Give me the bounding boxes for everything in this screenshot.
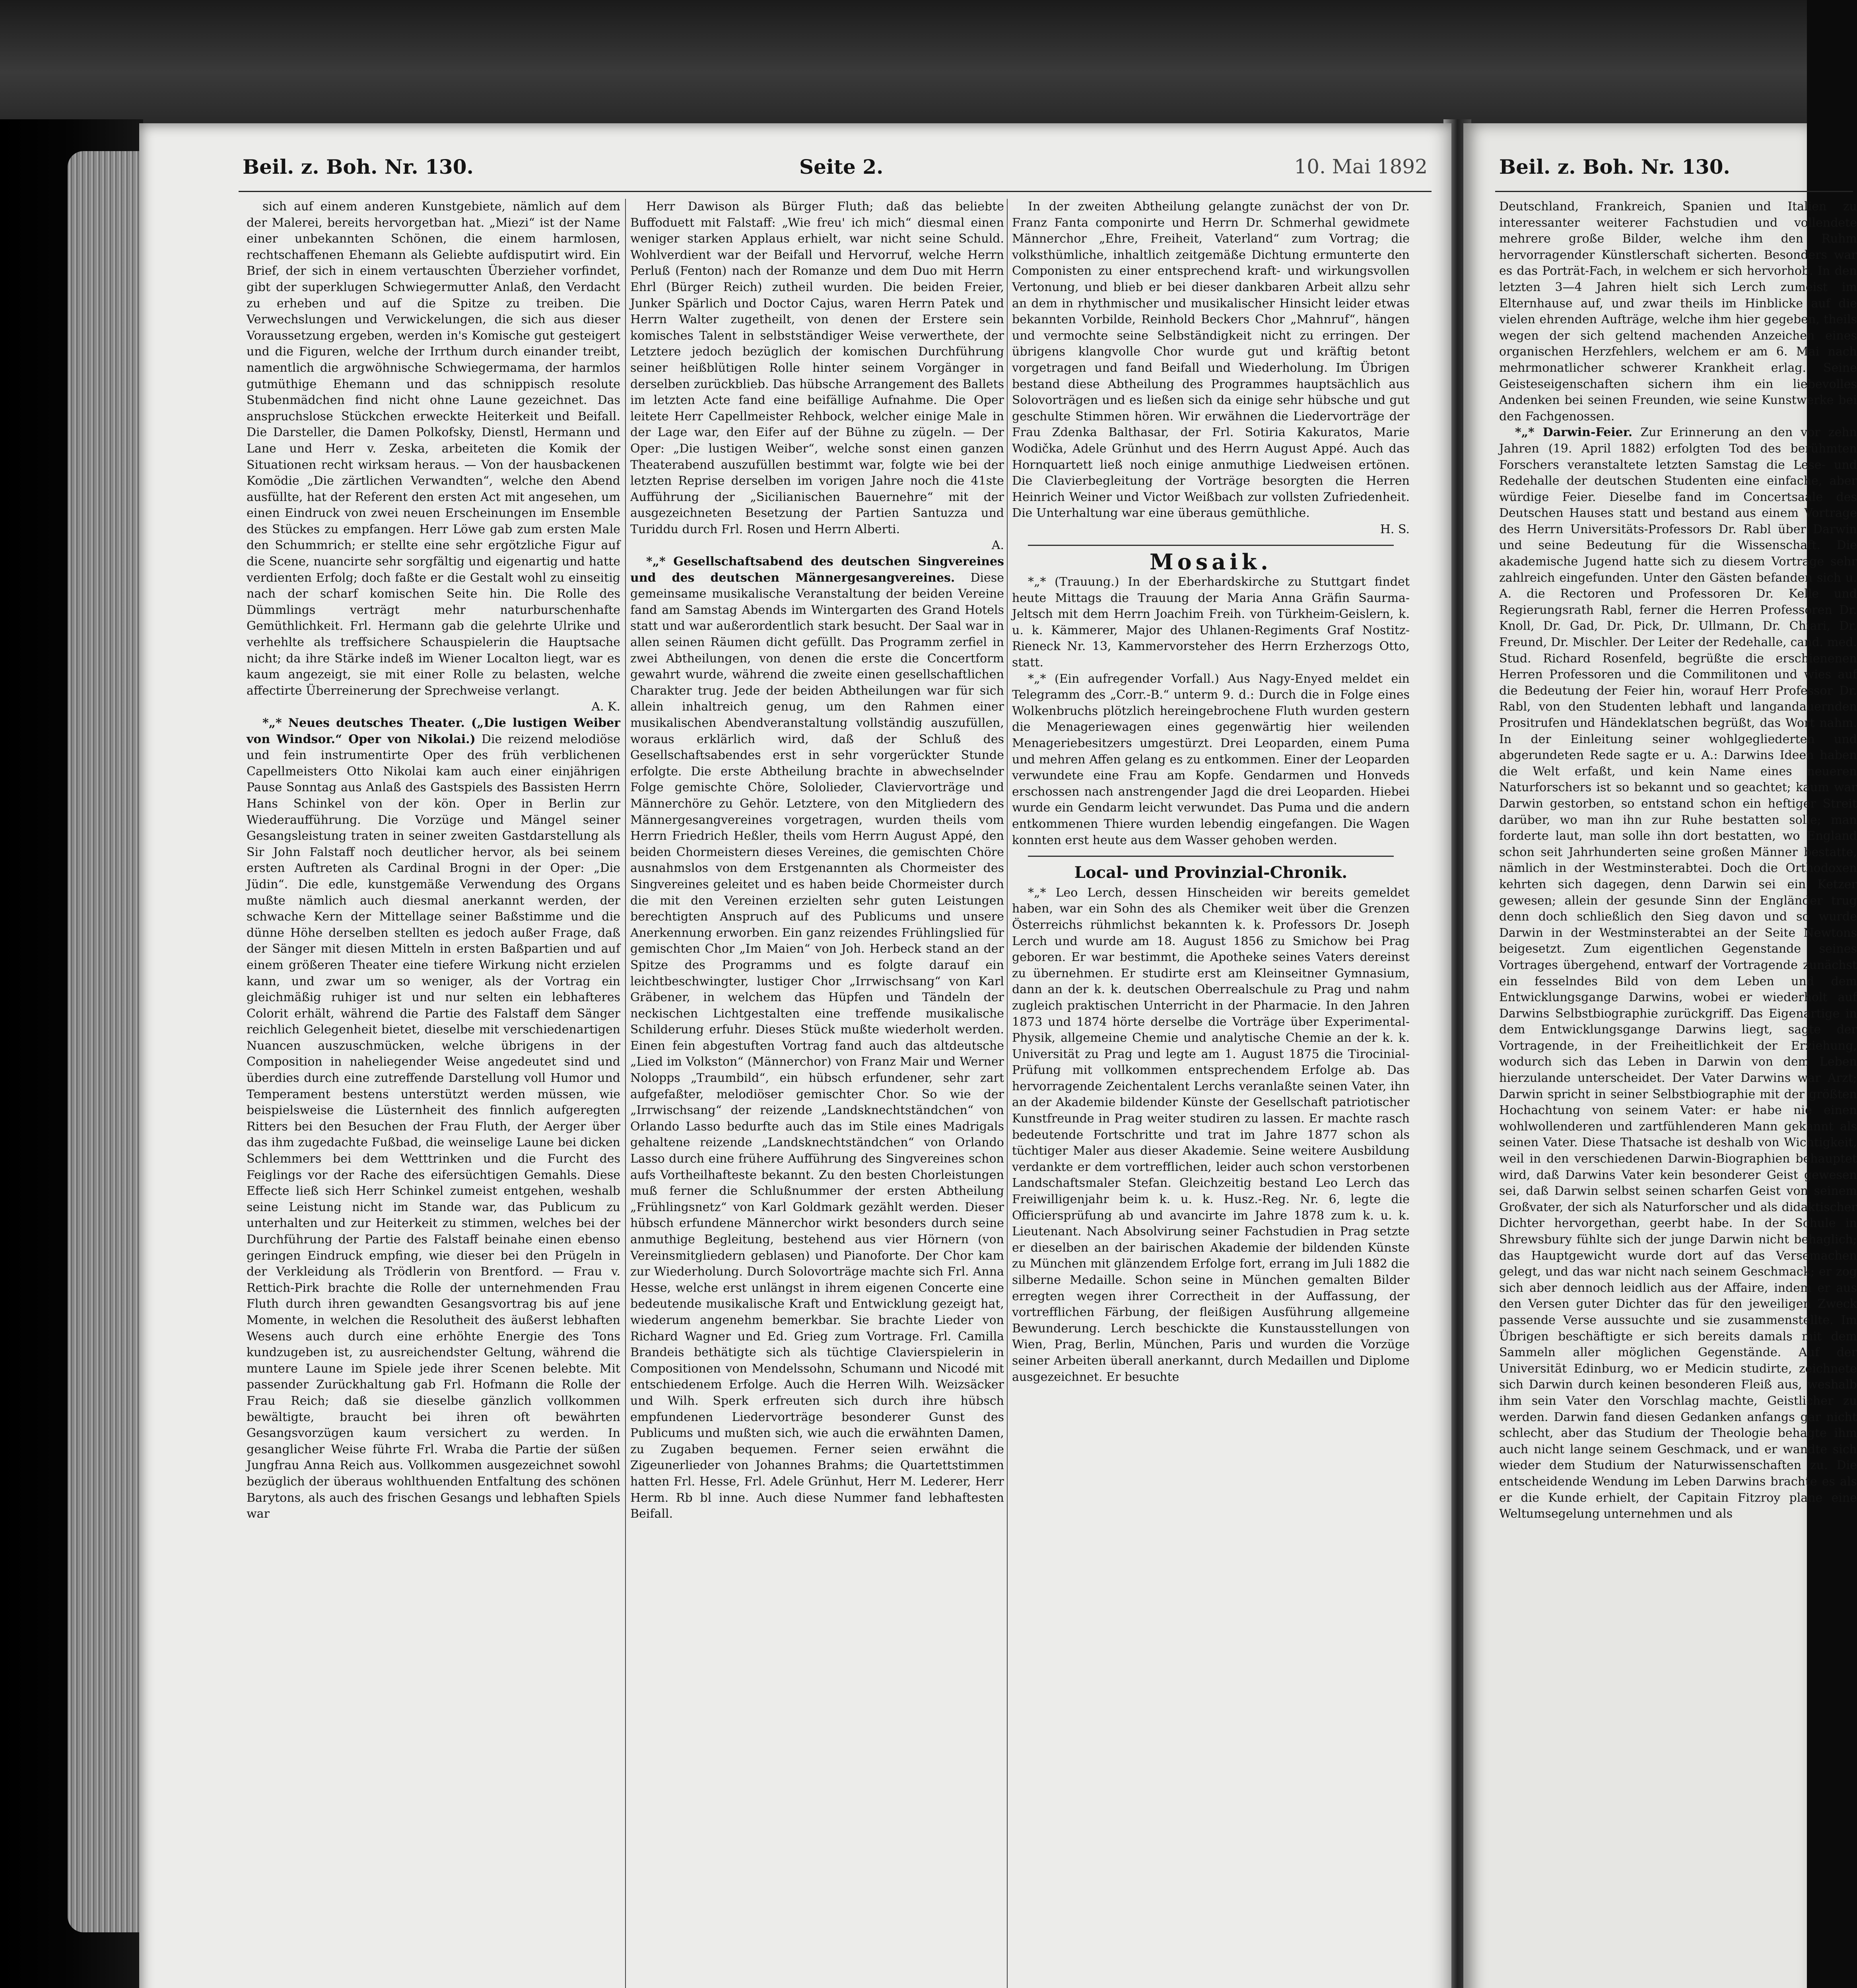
article-text: *„* Leo Lerch, dessen Hinscheiden wir bereits gemeldet haben, war ein Sohn des als Chemiker weit über die Grenzen Österreichs rühmlichst bekannten k. k. Professors Dr. Joseph Lerch und wurde am 18. August 1856 zu Smichow bei Prag geboren. Er war bestimmt, die Apotheke seines Vaters dereinst zu übernehmen. Er studirte erst am Kleinseitner Gymnasium, dann an der k. k. deutschen Oberrealschule zu Prag und nahm zugleich praktischen Unterricht in der Pharmacie. In den Jahren 1873 und 1874 hörte derselbe die Vorträge über Experimental-Physik, allgemeine Chemie und analytische Chemie an der k. k. Universität zu Prag und legte am 1. August 1875 die Tirocinial-Prüfung mit vollkommen entsprechendem Erfolge ab. Das hervorragende Zeichentalent Lerchs veranlaßte seinen Vater, ihn an der Akademie bildender Künste der Gesellschaft patriotischer Kunstfreunde in Prag weiter studiren zu lassen. Er machte rasch bedeutende Fortschritte und trat im Jahre 1877 schon als tüchtiger Maler aus dieser Akademie. Seine weitere Ausbildung verdankte er dem vortrefflichen, leider auch schon verstorbenen Landschaftsmaler Stefan. Gleichzeitig bestand Leo Lerch das Freiwilligenjahr beim k. u. k. Husz.-Reg. Nr. 6, legte die Officiersprüfung ab und avancirte im Jahre 1878 zum k. u. k. Lieutenant. Nach Absolvirung seiner Fachstudien in Prag setzte er dieselben an der bairischen Akademie der bildenden Künste zu München mit glänzendem Erfolge fort, errang im Juli 1882 die silberne Medaille. Schon seine in München gemalten Bilder erregten wegen ihrer Correctheit in der Auffassung, der vortrefflichen Färbung, der fleißigen Ausführung allgemeine Bewunderung. Lerch beschickte die Kunstausstellungen von Wien, Prag, Berlin, München, Paris und wurden die Vorzüge seiner Arbeiten überall anerkannt, durch Medaillen und Diplome ausgezeichnet. Er besuchte bbox=[1012, 885, 1410, 1384]
section-rule bbox=[1028, 545, 1394, 546]
column-divider bbox=[625, 199, 626, 1988]
page-edges bbox=[68, 151, 147, 1932]
section-title-mosaik: Mosaik. bbox=[1150, 549, 1272, 575]
header-date: 10. Mai 1892 bbox=[1294, 155, 1428, 178]
header-page-number: Seite 2. bbox=[799, 155, 884, 179]
next-page-header: Beil. z. Boh. Nr. 130. bbox=[1499, 155, 1730, 179]
header-rule bbox=[1495, 191, 1853, 192]
article-text: *„* (Ein aufregender Vorfall.) Aus Nagy-Enyed meldet ein Telegramm des „Corr.-B.“ unterm 9. d.: Durch die in Folge eines Wolkenbruchs plötzlich hereingebrochene Fluth wurden gestern die Menageriewagen eines gegenwärtig hier weilenden Menageriebesitzers umgestürzt. Drei Leoparden, einem Puma und mehren Affen gelang es zu entkommen. Einer der Leoparden verwundete eine Frau am Kopfe. Gendarmen und Honveds erschossen nach anstrengender Jagd die drei Leoparden. Hiebei wurde ein Gendarm leicht verwundet. Das Puma und die andern entkommenen Thiere wurden lebendig eingefangen. Die Wagen konnten erst heute aus dem Wasser gehoben werden. bbox=[1012, 672, 1410, 847]
article-text: sich auf einem anderen Kunstgebiete, nämlich auf dem der Malerei, bereits hervorgetban hat. „Miezi“ ist der Name einer unbekannten Schönen, die einem harmlosen, rechtschaffenen Ehemann als Geliebte aufdisputirt wird. Ein Brief, der sich in einem vertauschten Überzieher vorfindet, gibt der superklugen Schwiegermutter Anlaß, den Verdacht zu erheben und auf die Spitze zu treiben. Die Verwechslungen und Verwickelungen, die sich aus dieser Voraussetzung ergeben, werden in's Komische gut gesteigert und die Figuren, welche der Irrthum durch einander treibt, namentlich die argwöhnische Schwiegermama, der harmlos gutmüthige Ehemann und das schnippisch resolute Stubenmädchen find nicht ohne Laune gezeichnet. Das anspruchslose Stückchen erweckte Heiterkeit und Beifall. Die Darsteller, die Damen Polkofsky, Dienstl, Hermann und Lane und Herr v. Zeska, arbeiteten die Komik der Situationen recht wirksam heraus. — Von der hausbackenen Komödie „Die zärtlichen Verwandten“, welche den Abend ausfüllte, hat der Referent den ersten Act mit angesehen, um einen Eindruck von zwei neuen Erscheinungen im Ensemble des Stückes zu empfangen. Herr Löwe gab zum ersten Male den Schummrich; er stellte eine sehr ergötzliche Figur auf die Scene, nuancirte sehr sorgfältig und eigenartig und hatte verdienten Erfolg; doch faßte er die Gestalt wohl zu einseitig nach der scharf komischen Seite hin. Die Rolle des Dümmlings verträgt mehr naturburschenhafte Gemüthlichkeit. Frl. Hermann gab die gelehrte Ulrike und verhehlte als treffsichere Schauspielerin die Hauptsache nicht; da ihre Stärke indeß im Wiener Localton liegt, war es kaum angezeigt, sie mit einer Rolle zu belasten, welche affectirte Überreinerung der Sprechweise verlangt. bbox=[247, 200, 620, 698]
header-issue: Beil. z. Boh. Nr. 130. bbox=[243, 155, 474, 179]
article-text: Herr Dawison als Bürger Fluth; daß das beliebte Buffoduett mit Falstaff: „Wie freu' ich mich“ diesmal einen weniger starken Applaus erhielt, war nicht seine Schuld. Wohlverdient war der Beifall und Hervorruf, welche Herrn Perluß (Fenton) nach der Romanze und dem Duo mit Herrn Ehrl (Bürger Reich) zutheil wurden. Die beiden Freier, Junker Spärlich und Doctor Cajus, waren Herrn Patek und Herrn Walter zugetheilt, von denen der Erstere sein komisches Talent in selbstständiger Weise verwerthete, der Letztere jedoch bezüglich der komischen Durchführung seiner heißblütigen Rolle hinter seinem Vorgänger in derselben zurückblieb. Das hübsche Arrangement des Ballets im letzten Acte fand eine beifällige Aufnahme. Die Oper leitete Herr Capellmeister Rehbock, welcher einige Male in der Lage war, den Eifer auf der Bühne zu zügeln. — Der Oper: „Die lustigen Weiber“, welche sonst einen ganzen Theaterabend auszufüllen bestimmt war, folgte wie bei der letzten Reprise derselben im vorigen Jahre noch die 41ste Aufführung der „Sicilianischen Bauernehre“ mit der ausgezeichneten Besetzung der Partien Santuzza und Turiddu durch Frl. Rosen und Herrn Alberti. bbox=[630, 200, 1004, 536]
header-rule bbox=[239, 191, 1432, 192]
article-heading: *„* Darwin-Feier. bbox=[1515, 425, 1633, 440]
next-page-fragment bbox=[1463, 123, 1857, 1988]
article-body: Die reizend melodiöse und fein instrumentirte Oper des früh verblichenen Capellmeisters Otto Nikolai kam auch einer einjährigen Pause Sonntag aus Anlaß des Gastspiels des Bassisten Herrn Hans Schinkel von der kön. Oper in Berlin zur Wiederaufführung. Die Vorzüge und Mängel seiner Gesangsleistung traten in seiner zweiten Gastdarstellung als Sir John Falstaff noch deutlicher hervor, als bei seinem ersten Auftreten als Cardinal Brogni in der Oper: „Die Jüdin“. Die edle, kunstgemäße Verwendung des Organs mußte nämlich auch diesmal anerkannt werden, der schwache Kern der Mittellage seiner Baßstimme und die dünne Höhe derselben stellten es jedoch außer Frage, daß der Sänger mit diesen Mitteln in ersten Baßpartien und auf einem größeren Theater eine tiefere Wirkung nicht erzielen kann, und zwar um so weniger, als der Vortrag ein gleichmäßig ruhiger ist und nur selten ein lebhafteres Colorit erhält, während die Partie des Falstaff dem Sänger reichlich Gelegenheit bietet, dieselbe mit verschiedenartigen Nuancen auszuschmücken, welche übrigens in der Composition in naheliegender Weise angedeutet sind und überdies durch eine zutreffende Darstellung voll Humor und Temperament bestens unterstützt werden müssen, wie beispielsweise die Lüsternheit des finnlich aufgeregten Ritters bei den Besuchen der Frau Fluth, der Aerger über das ihm zugedachte Fußbad, die weinselige Laune bei dicken Schlemmers bei dem Wetttrinken und die Furcht des Feiglings vor der Rache des eifersüchtigen Gemahls. Diese Effecte ließ sich Herr Schinkel zumeist entgehen, weshalb seine Leistung nicht im Stande war, das Publicum zu unterhalten und zur Heiterkeit zu stimmen, welches bei der Durchführung der Partie des Falstaff beinahe einen ebenso geringen Eindruck empfing, wie dieser bei den Prügeln in der Verkleidung als Trödlerin von Brentford. — Frau v. Rettich-Pirk brachte die Rolle der unternehmenden Frau Fluth durch ihren gewandten Gesangsvortrag bis auf jene Momente, in welchen die Resolutheit des äußerst lebhaften Wesens auch durch eine erhöhte Energie des Tons kundzugeben ist, zu ausreichendster Geltung, während die muntere Laune im Spiele jede ihrer Scenen belebte. Mit passender Zurückhaltung gab Frl. Hofmann die Rolle der Frau Reich; daß sie dieselbe gänzlich vollkommen bewältigte, braucht bei ihren oft bewährten Gesangsvorzügen kaum versichert zu werden. In gesanglicher Weise führte Frl. Wraba die Partie der süßen Jungfrau Anna Reich aus. Vollkommen ausgezeichnet sowohl bezüglich der überaus wohlthuenden Entfaltung des schönen Barytons, als auch des frischen Gesangs und lebhaften Spiels war bbox=[247, 732, 620, 1521]
column-divider bbox=[1007, 199, 1008, 1988]
column-1 bbox=[247, 199, 620, 1988]
article-text: Deutschland, Frankreich, Spanien und Italien zu interessanter weiterer Fachstudien und vollendete mehrere große Bilder, welche ihm den Ruhm hervorragender Künstlerschaft sicherten. Besonders war es das Porträt-Fach, in welchem er sich hervorhob. In den letzten 3—4 Jahren hielt sich Lerch zumeist im Elternhause auf, und zwar theils im Hinblicke auf die vielen ehrenden Aufträge, welche ihm hier gegeben, theils wegen der sich geltend machenden Anzeichen eines organischen Herzfehlers, welchem er am 6. Mai nach mehrmonatlicher schwerer Krankheit erlag. Seine Geisteseigenschaften sichern ihm ein liebevolles Andenken bei seinen Freunden, wie seine Kunstwerke bei den Fachgenossen. bbox=[1499, 200, 1857, 423]
section-title-local: Local- und Provinzial-Chronik. bbox=[1074, 863, 1348, 882]
article-heading: *„* Neues deutsches Theater. („Die lustigen Weiber von Windsor.“ Oper von Nikolai.) bbox=[247, 716, 620, 746]
article-heading: *„* Gesellschaftsabend des deutschen Singvereines und des deutschen Männergesangvereines. bbox=[630, 555, 1004, 585]
section-rule bbox=[1028, 856, 1394, 857]
column-2 bbox=[630, 199, 1004, 1988]
article-text bbox=[247, 715, 620, 1522]
column-4 bbox=[1499, 199, 1857, 1988]
article-text bbox=[630, 554, 1004, 1522]
article-text: *„* (Trauung.) In der Eberhardskirche zu Stuttgart findet heute Mittags die Trauung der Maria Anna Gräfin Saurma-Jeltsch mit dem Herrn Joachim Freih. von Türkheim-Geislern, k. u. k. Kämmerer, Major des Uhlanen-Regiments Graf Nostitz-Rieneck Nr. 13, Kammervorsteher des Herrn Erzherzogs Otto, statt. bbox=[1012, 575, 1410, 670]
scan-background-top bbox=[0, 0, 1807, 131]
newspaper-page bbox=[139, 123, 1451, 1988]
signature: A. K. bbox=[591, 700, 620, 714]
column-3 bbox=[1012, 199, 1410, 1988]
signature: A. bbox=[991, 538, 1004, 553]
article-body: Diese gemeinsame musikalische Veranstaltung der beiden Vereine fand am Samstag Abends im Wintergarten des Grand Hotels statt und war außerordentlich stark besucht. Der Saal war in allen seinen Räumen dicht gefüllt. Das Programm zerfiel in zwei Abtheilungen, von denen die erste die Concertform gewahrt wurde, während die zweite einen gesellschaftlichen Charakter trug. Jede der beiden Abtheilungen war für sich allein inhaltreich genug, um den Rahmen einer musikalischen Abendveranstaltung vollständig auszufüllen, woraus erklärlich wird, daß der Schluß des Gesellschaftsabendes erst in sehr vorgerückter Stunde erfolgte. Die erste Abtheilung brachte in abwechselnder Folge gemischte Chöre, Sololieder, Claviervorträge und Männerchöre zu Gehör. Letztere, von den Mitgliedern des Männergesangvereines vorgetragen, wurden theils vom Herrn Friedrich Heßler, theils vom Herrn August Appé, den beiden Chormeistern dieses Vereines, die gemischten Chöre ausnahmslos von dem Erstgenannten als Chormeister des Singvereines geleitet und es haben beide Chormeister durch die mit den Vereinen erzielten sehr guten Leistungen berechtigten Anspruch auf des Publicums und unsere Anerkennung erworben. Ein ganz reizendes Frühlingslied für gemischten Chor „Im Maien“ von Joh. Herbeck stand an der Spitze des Programms und es folgte darauf ein leichtbeschwingter, lustiger Chor „Irrwischsang“ von Karl Gräbener, in welchem das Hüpfen und Tändeln der neckischen Lichtgestalten eine treffende musikalische Schilderung erfuhr. Dieses Stück mußte wiederholt werden. Einen fein abgestuften Vortrag fand auch das altdeutsche „Lied im Volkston“ (Männerchor) von Franz Mair und Werner Nolopps „Traumbild“, ein hübsch erfundener, sehr zart aufgefaßter, melodiöser gemischter Chor. So wie der „Irrwischsang“ der reizende „Landsknechtständchen“ von Orlando Lasso bedurfte auch das im Stile eines Madrigals gehaltene reizende „Landsknechtständchen“ von Orlando Lasso durch eine frühere Aufführung des Singvereines schon aufs Vortheilhafteste bekannt. Zu den besten Chorleistungen muß ferner die Schlußnummer der ersten Abtheilung „Frühlingsnetz“ von Karl Goldmark gezählt werden. Dieser hübsch erfundene Männerchor wirkt besonders durch seine anmuthige Begleitung, bestehend aus vier Hörnern (von Vereinsmitgliedern geblasen) und Pianoforte. Der Chor kam zur Wiederholung. Durch Solovorträge machte sich Frl. Anna Hesse, welche erst unlängst in ihrem eigenen Concerte eine bedeutende musikalische Kraft und Entwicklung gezeigt hat, wiederum angenehm bemerkbar. Sie brachte Lieder von Richard Wagner und Ed. Grieg zum Vortrage. Frl. Camilla Brandeis bethätigte sich als tüchtige Clavierspielerin in Compositionen von Mendelssohn, Schumann und Nicodé mit entschiedenem Erfolge. Auch die Herren Wilh. Weizsäcker und Wilh. Sperk erfreuten sich durch ihre hübsch empfundenen Liedervorträge besonderer Gunst des Publicums und mußten sich, wie auch die erwähnten Damen, zu Zugaben bequemen. Ferner seien erwähnt die Zigeunerlieder von Johannes Brahms; die Quartettstimmen hatten Frl. Hesse, Frl. Adele Grünhut, Herr M. Lederer, Herr Herm. Rb bl inne. Auch diese Nummer fand lebhaftesten Beifall. bbox=[630, 571, 1004, 1521]
page-header bbox=[243, 155, 1428, 187]
article-text bbox=[1499, 425, 1857, 1522]
signature: H. S. bbox=[1380, 522, 1410, 536]
article-body: Zur Erinnerung an den vor zehn Jahren (19. April 1882) erfolgten Tod des berühmten Forschers veranstaltete letzten Samstag die Lese- und Redehalle der deutschen Studenten eine einfache, aber würdige Feier. Dieselbe fand im Concertsaale des Deutschen Hauses statt und bestand aus einem Vortrage des Herrn Universitäts-Professors Dr. Rabl über Darwin und seine Bedeutung für die Wissenschaft. Die akademische Jugend hatte sich zu diesem Vortrage sehr zahlreich eingefunden. Unter den Gästen befanden sich u. A. die Rectoren und Professoren Dr. Kelle und Regierungsrath Rabl, ferner die Herren Professoren Dr. Knoll, Dr. Gad, Dr. Pick, Dr. Ullmann, Dr. Chiari, Dr. Freund, Dr. Mischler. Der Leiter der Redehalle, cand. med. Stud. Richard Rosenfeld, begrüßte die erschienenen Herren Professoren und die Commilitonen und wies auf die Bedeutung der Feier hin, worauf Herr Professor Dr. Rabl, von den Studenten lebhaft und langandauernden Prositrufen und Händeklatschen begrüßt, das Wort nahm. In der Einleitung seiner wohlgegliederten und abgerundeten Rede sagte er u. A.: Darwins Ideen haben die Welt erfaßt, und kein Name eines neueren Naturforschers ist so bekannt und so geachtet; kaum war Darwin gestorben, so entstand schon ein heftiger Streit darüber, wo man ihn zur Ruhe bestatten solle; man forderte laut, man solle ihn dort bestatten, wo England schon seit Jahrhunderten seine großen Männer bestatte, nämlich in der Westminsterabtei. Doch die Orthodoxen kehrten sich dagegen, denn Darwin sei ein Ketzer gewesen; allein der gesunde Sinn der Engländer trug denn doch schließlich den Sieg davon und so wurde Darwin in der Westminsterabtei an der Seite Newtons beigesetzt. Zum eigentlichen Gegenstande seines Vortrages übergehend, entwarf der Vortragende zunächst ein fesselndes Bild von dem Leben und dem Entwicklungsgange Darwins, wobei er wiederholt auf Darwins Selbstbiographie zurückgriff. Das Eigenartige in dem Entwicklungsgange Darwins liegt, sagte der Vortragende, in der Freiheitlichkeit der Erziehung, wodurch sich das Leben in Darwin von dem Leben hierzulande unterscheidet. Der Vater Darwins war Arzt; Darwin spricht in seiner Selbstbiographie mit der größten Hochachtung von seinem Vater: er habe nie einen wohlwollenderen und zartfühlenderen Mann gekannt als seinen Vater. Diese Thatsache ist deshalb von Wichtigkeit, weil in den verschiedenen Darwin-Biographien behauptet wird, daß Darwins Vater kein besonderer Geist gewesen sei, daß Darwin selbst seinen scharfen Geist von seinem Großvater, der sich als Naturforscher und als didaktischer Dichter hervorgethan, geerbt habe. In der Schule in Shrewsbury fühlte sich der junge Darwin nicht behaglich; das Hauptgewicht wurde dort auf das Versemachen gelegt, und das war nicht nach seinem Geschmack; er zog sich aber dennoch leidlich aus der Affaire, indem er aus den Versen guter Dichter das für den jeweiligen Zweck passende Verse aussuchte und sie zusammenstellte. Im Übrigen beschäftigte er sich bereits damals mit dem Sammeln aller möglichen Gegenstände. Auf der Universität Edinburg, wo er Medicin studirte, zeichnete sich Darwin durch keinen besonderen Fleiß aus, weshalb ihm sein Vater den Vorschlag machte, Geistlicher zu werden. Darwin fand diesen Gedanken anfangs gar nicht schlecht, aber das Studium der Theologie behagte ihm auch nicht lange seinem Geschmack, und er wandte sich wieder dem Studium der Naturwissenschaften zu. Die entscheidende Wendung im Leben Darwins brachte es als er die Kunde erhielt, der Capitain Fitzroy plane eine Weltumsegelung unternehmen und als bbox=[1499, 425, 1857, 1521]
article-text: In der zweiten Abtheilung gelangte zunächst der von Dr. Franz Fanta componirte und Herrn Dr. Schmerhal gewidmete Männerchor „Ehre, Freiheit, Vaterland“ zum Vortrag; die volksthümliche, inhaltlich zeitgemäße Dichtung ermunterte den Componisten zu einer entsprechend kraft- und wirkungsvollen Vertonung, und blieb er bei dieser dankbaren Arbeit allzu sehr an dem in rhythmischer und musikalischer Hinsicht leider etwas bekannten Vorbilde, Reinhold Beckers Chor „Mahnruf“, hängen und vermochte seine Selbständigkeit nicht zu erringen. Der übrigens klangvolle Chor wurde gut und kräftig betont vorgetragen und fand Beifall und Wiederholung. Im Übrigen bestand diese Abtheilung des Programmes hauptsächlich aus Solovorträgen und es ließen sich da einige sehr hübsche und gut geschulte Stimmen hören. Wir erwähnen die Liedervorträge der Frau Zdenka Balthasar, der Frl. Sotiria Kakuratos, Marie Wodička, Adele Grünhut und des Herrn August Appé. Auch das Hornquartett ließ noch einige anmuthige Liedweisen ertönen. Die Clavierbegleitung der Vorträge besorgten die Herren Heinrich Weiner und Victor Weißbach zur vollsten Zufriedenheit. Die Unterhaltung war eine überaus gemüthliche. bbox=[1012, 200, 1410, 520]
